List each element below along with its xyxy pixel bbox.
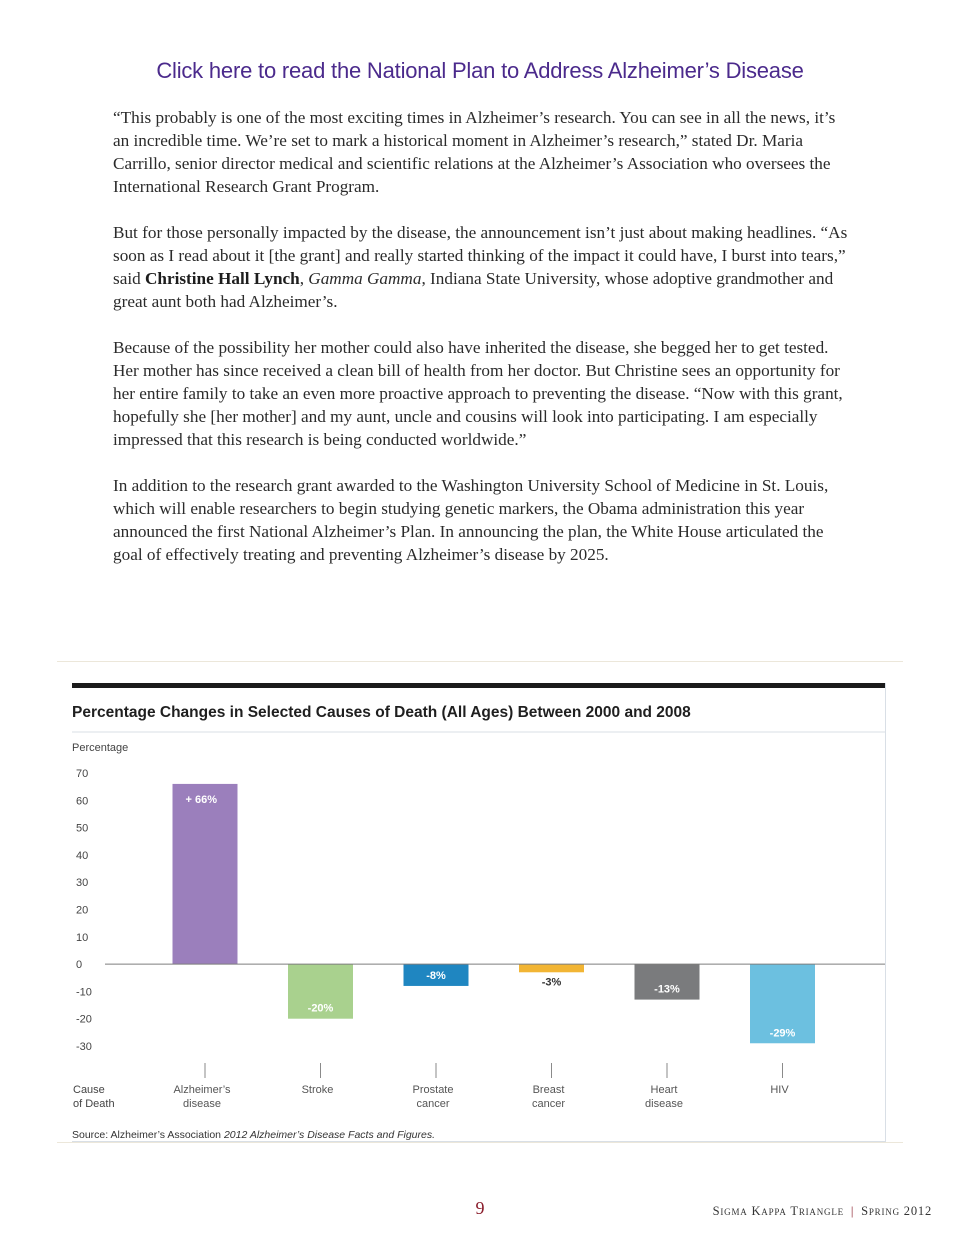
magazine-footer [713, 1204, 932, 1219]
cause-of-death-chart [72, 683, 886, 1142]
paragraph-2 [113, 221, 853, 313]
chart-top-rule [72, 683, 885, 688]
paragraph-2-start: But for those personally impacted by the disease, the announcement isn’t just about making headlines. “As soon as I read about it [the grant] and really started thinking of the impact it could have, I burst into tears,” said [113, 223, 848, 288]
chart-title: Percentage Changes in Selected Causes of Death (All Ages) Between 2000 and 2008 [72, 704, 691, 721]
source-prefix: Source: Alzheimer’s Association [72, 1129, 224, 1141]
category-label: cancer [416, 1098, 450, 1110]
y-tick-label: 10 [76, 931, 89, 944]
bar-value-label: -29% [769, 1027, 796, 1040]
category-label: disease [645, 1098, 683, 1110]
x-axis-label: of Death [73, 1098, 115, 1110]
member-name: Christine Hall Lynch [144, 269, 300, 288]
y-tick-label: 20 [76, 904, 89, 917]
category-label: Stroke [301, 1084, 334, 1096]
chart-canvas [72, 683, 885, 1141]
chapter-name: Gamma Gamma [308, 269, 422, 288]
category-label: Alzheimer’s [173, 1084, 231, 1096]
bar-value-label: -13% [654, 983, 680, 996]
paragraph-4: In addition to the research grant awarded to the Washington University School of Medicine in St. Louis, which will enable researchers to begin studying genetic markers, the Obama administration this year announced the first National Alzheimer’s Plan. In announcing the plan, the White House articulated the goal of effectively treating and preventing Alzheimer’s disease by 2025. [113, 476, 829, 564]
category-label: cancer [531, 1098, 566, 1110]
paragraph-3: Because of the possibility her mother could also have inherited the disease, she begged her to get tested. Her mother has since received a clean bill of health from her doctor. But Christine sees an opportunity for her entire family to take an even more proactive approach to preventing the disease. “Now with this grant, hopefully she [her mother] and my aunt, uncle and cousins will look into participating. I am especially impressed that this research is being conducted worldwide.” [113, 338, 843, 449]
source-title: 2012 Alzheimer’s Disease Facts and Figures. [223, 1129, 436, 1141]
category-label: HIV [770, 1084, 789, 1096]
magazine-name: Sigma Kappa Triangle [712, 1204, 844, 1218]
bar-value-label: + 66% [185, 793, 217, 806]
article-body [113, 106, 853, 589]
y-tick-label: 70 [76, 768, 89, 780]
chart-top-divider [57, 661, 903, 662]
chart-source [72, 1129, 435, 1141]
x-axis-label: Cause [73, 1084, 105, 1096]
y-axis-label: Percentage [72, 742, 129, 754]
y-tick-label: -30 [76, 1041, 92, 1053]
issue-date: Spring 2012 [861, 1204, 932, 1218]
footer-separator: | [850, 1204, 855, 1218]
y-tick-label: 40 [76, 849, 89, 862]
y-tick-label: -10 [76, 986, 92, 999]
y-tick-label: 0 [76, 959, 83, 972]
category-label: Heart [650, 1084, 678, 1096]
page-number: 9 [475, 1198, 485, 1218]
bar-value-label: -3% [541, 976, 562, 989]
y-tick-label: 50 [76, 822, 89, 835]
chart-bottom-divider [57, 1142, 903, 1143]
bar [173, 784, 238, 964]
national-plan-link[interactable]: Click here to read the National Plan to Address Alzheimer’s Disease [156, 58, 804, 83]
bar-value-label: -8% [426, 970, 446, 983]
bar [519, 964, 584, 972]
y-tick-label: -20 [76, 1013, 92, 1026]
paragraph-2-end: , Indiana State University, whose adoptive grandmother and great aunt both had Alzheimer’s. [113, 269, 834, 311]
y-tick-label: 60 [76, 795, 89, 808]
category-label: Breast [532, 1084, 565, 1096]
category-label: disease [183, 1098, 221, 1110]
name-separator: , [299, 269, 309, 288]
y-tick-label: 30 [76, 877, 89, 890]
bar-value-label: -20% [307, 1002, 334, 1015]
paragraph-1: “This probably is one of the most exciting times in Alzheimer’s research. You can see in all the news, it’s an incredible time. We’re set to mark a historical moment in Alzheimer’s research,” stated Dr. Maria Carrillo, senior director medical and scientific relations at the Alzheimer’s Association who oversees the International Research Grant Program. [113, 108, 836, 196]
category-label: Prostate [412, 1084, 454, 1096]
